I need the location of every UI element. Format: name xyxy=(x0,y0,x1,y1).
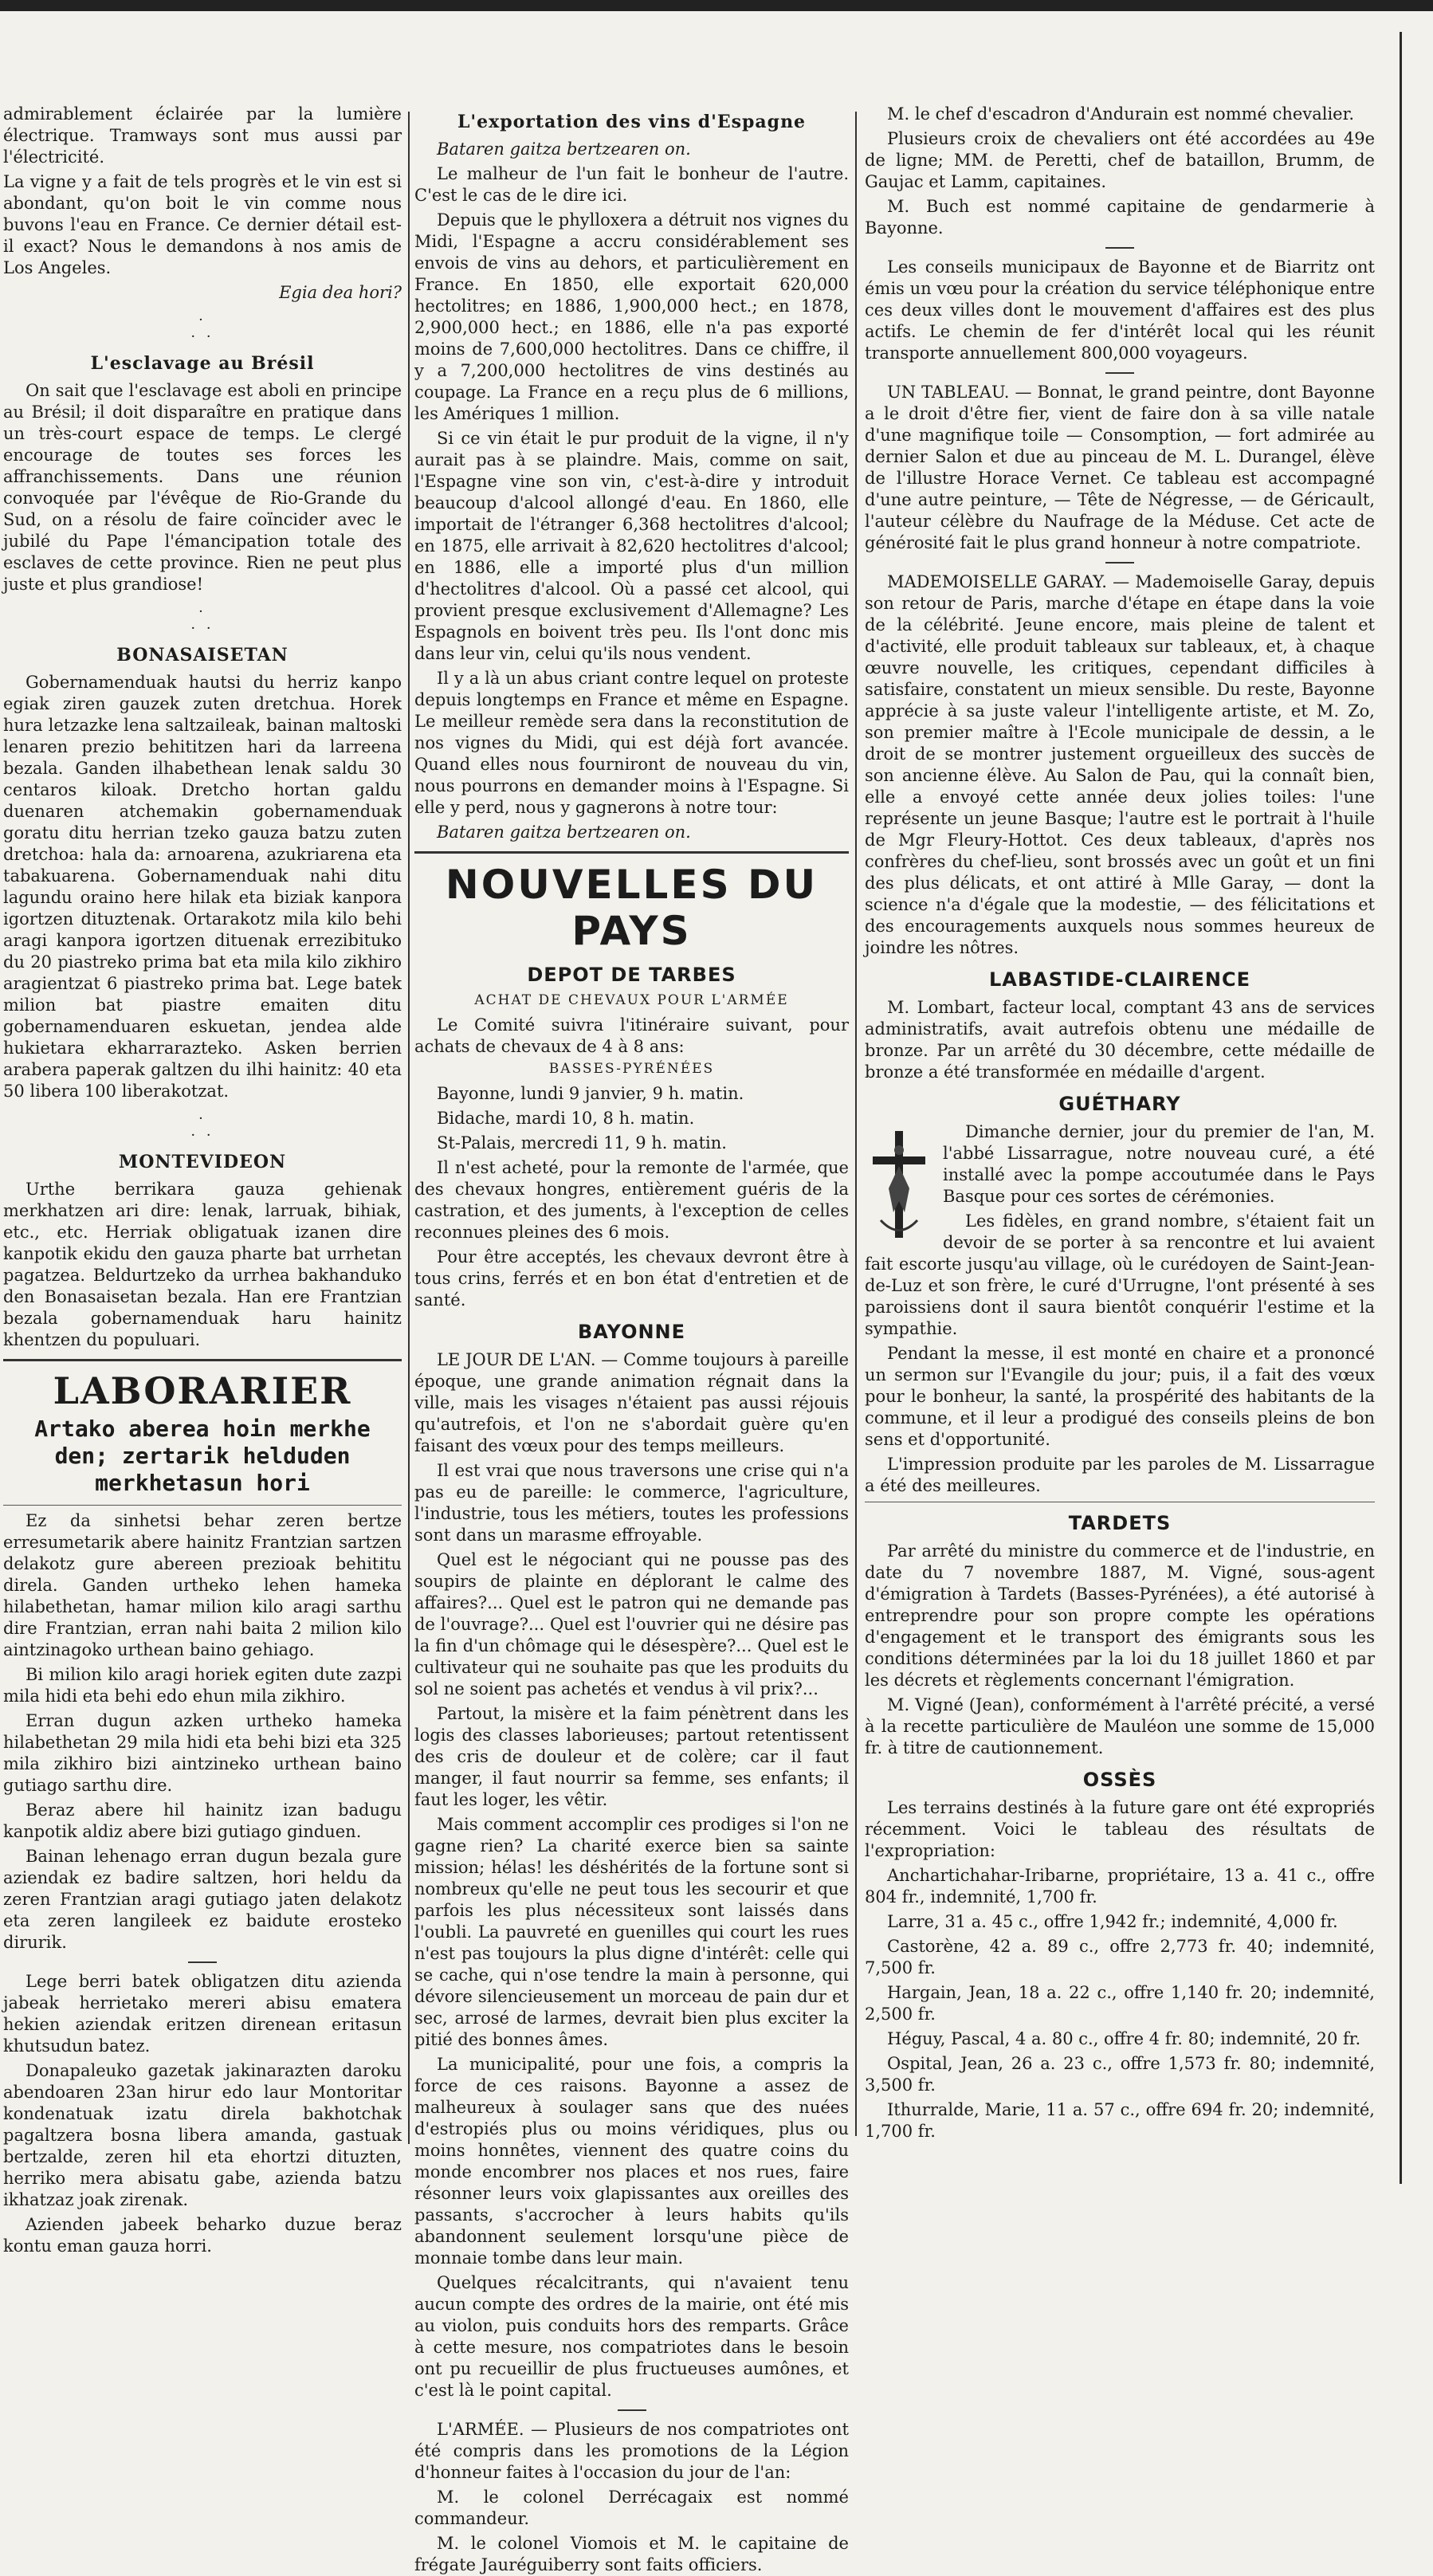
article-text: Bainan lehenago erran dugun bezala gure aziendak ez badire saltzen, hori heldu da zeren Frantzian aragi gutiago jaten delakotz eta zeren langileek ez baidute erosteko dirurik. xyxy=(3,1847,402,1952)
list-item: Larre, 31 a. 45 c., offre 1,942 fr.; indemnité, 4,000 fr. xyxy=(887,1912,1338,1931)
section-subtitle: ACHAT DE CHEVAUX POUR L'ARMÉE xyxy=(474,992,789,1008)
article-lead-text: — Mademoiselle Garay, depuis son retour de Paris, marche d'étape en étape dans la voie de la célébrité. Jeune encore, mais pleine de talent et d'activité, elle produit tableaux sur tableaux, et, à chaque œuvre nouvelle, les critiques, cependant difficiles à satisfaire, constatent un mieux sensible. Du reste, Bayonne apprécie à sa juste valeur l'intelligente artiste, et M. Zo, son premier maître à l'Ecole municipale de dessin, a le droit de se montrer justement orgueilleux des succès de son ancienne élève. Au Salon de Pau, qui la connaît bien, elle a envoyé cette année deux jolies toiles: l'une représente un jeune Basque; l'autre est le portrait à l'huile de Mgr Fleury-Hottot. Ces deux tableaux, d'après nos confrères du chef-lieu, sont brossés avec un goût et un fini des plus délicats, et ont attiré à Mlle Garay, — dont la science n'a d'égale que la modestie, — des félicitations et des encouragements auxquels nous sommes heureux de joindre les nôtres. xyxy=(865,572,1375,957)
article-text: Les terrains destinés à la future gare ont été expropriés récemment. Voici le tableau des résultats de l'expropriation: xyxy=(865,1798,1375,1860)
list-item: Anchartichahar-Iribarne, propriétaire, 13 a. 41 c., offre 804 fr., indemnité, 1,700 fr. xyxy=(865,1866,1375,1906)
article-motto: Bataren gaitza bertzearen on. xyxy=(437,823,691,842)
article-text: Les fidèles, en grand nombre, s'étaient fait un devoir de se porter à sa rencontre et lui avaient fait escorte jusqu'au village, où le curédoyen de Saint-Jean-de-Luz et son frère, le curé d'Urrugne, l'ont présenté à ses paroissiens dont il saura bientôt conquérir l'estime et la sympathie. xyxy=(865,1211,1375,1338)
top-border xyxy=(0,0,1433,11)
separator-dash xyxy=(1105,562,1134,564)
article-text: Donapaleuko gazetak jakinarazten daroku abendoaren 23an hirur edo laur Montoritar kondenatuak izatu direla bakhotchak pagaltzera bosna libera amanda, gastuak bertzalde, zeren hil eta ehortzi dituzten, herriko mera abisatu gabe, azienda batzu ikhatzaz joak zirenak. xyxy=(3,2061,402,2209)
article-text: Quelques récalcitrants, qui n'avaient tenu aucun compte des ordres de la mairie, ont été mis au violon, puis conduits hors des remparts. Grâce à cette mesure, nos compatriotes dans le besoin ont pu recueillir de plus fructueuses aumônes, et c'est là le point capital. xyxy=(414,2273,849,2400)
article-text: La municipalité, pour une fois, a compris la force de ces raisons. Bayonne a assez de malheureux à soulager sans que des nuées d'estropiés plus ou moins véridiques, plus ou moins honnêtes, viennent des quatre coins du monde encombrer nos places et nos rues, faire résonner leurs voix glapissantes aux oreilles des passants, s'accrocher à leurs habits qu'ils abandonnent seulement lorsqu'une pièce de monnaie tombe dans leur main. xyxy=(414,2055,849,2268)
article-lead: LE JOUR DE L'AN. xyxy=(437,1350,596,1369)
column-rule-1 xyxy=(408,112,410,2144)
article-text: Ez da sinhetsi behar zeren bertze erresumetarik abere hainitz Frantzian sartzen delakotz gure abereen prezioak behititu direla. Ganden urtheko lehen hameka hilabethetan, hamar milion kilo aragi sarthu dire Frantzian, erran nahi baita 2 milion kilo aintzinagoko urthean baino gehiago. xyxy=(3,1511,402,1659)
article-lead: UN TABLEAU. xyxy=(887,383,1010,402)
article-text: Partout, la misère et la faim pénètrent dans les logis des classes laborieuses; partout retentissent des cris de douleur et de colère; car il faut manger, il faut nourrir sa femme, ses enfants; il faut les loger, les vêtir. xyxy=(414,1704,849,1809)
cross-icon xyxy=(865,1125,933,1244)
article-text xyxy=(414,1349,849,1457)
article-text: Pour être acceptés, les chevaux devront être à tous crins, ferrés et en bon état d'entretien et de santé. xyxy=(414,1247,849,1310)
article-lead-text: — Plusieurs de nos compatriotes ont été compris dans les promotions de la Légion d'honneur faites à l'occasion du jour de l'an: xyxy=(414,2420,849,2482)
article-text: Plusieurs croix de chevaliers ont été accordées au 49e de ligne; MM. de Peretti, chef de bataillon, Brumm, de Gaujac et Lamm, capitaines. xyxy=(865,129,1375,191)
list-item: Héguy, Pascal, 4 a. 80 c., offre 4 fr. 80; indemnité, 20 fr. xyxy=(887,2029,1361,2048)
article-text xyxy=(865,382,1375,554)
intro-paragraph: admirablement éclairée par la lumière électrique. Tramways sont mus aussi par l'électricité. xyxy=(3,104,402,167)
section-rule xyxy=(3,1505,402,1506)
list-item: Ospital, Jean, 26 a. 23 c., offre 1,573 fr. 80; indemnité, 3,500 fr. xyxy=(865,2054,1375,2095)
article-text xyxy=(414,2419,849,2484)
section-rule xyxy=(414,851,849,854)
article-text: Bi milion kilo aragi horiek egiten dute zazpi mila hidi eta behi edo ehun mila zikhiro. xyxy=(3,1665,402,1706)
itinerary-line: St-Palais, mercredi 11, 9 h. matin. xyxy=(437,1133,727,1153)
article-text: M. le colonel Viomois et M. le capitaine de frégate Jauréguiberry sont faits officiers. xyxy=(414,2534,849,2574)
section-title: TARDETS xyxy=(1068,1512,1172,1534)
list-item: Hargain, Jean, 18 a. 22 c., offre 1,140 fr. 20; indemnité, 2,500 fr. xyxy=(865,1983,1375,2024)
section-title: OSSÈS xyxy=(1082,1769,1157,1791)
section-rule xyxy=(3,1359,402,1361)
section-title: BONASAISETAN xyxy=(116,645,289,666)
separator-dots: · · · xyxy=(190,312,214,345)
itinerary-line: Bidache, mardi 10, 8 h. matin. xyxy=(437,1109,695,1128)
intro-paragraph: La vigne y a fait de tels progrès et le vin est si abondant, qu'on boit le vin comme nous buvons l'eau en France. Ce dernier détail est-il exact? Nous le demandons à nos amis de Los Angeles. xyxy=(3,172,402,277)
article-text: Urthe berrikara gauza gehienak merkhatzen ari dire: lenak, larruak, bihiak, etc., etc. Herriak obligatuak izanen dire kanpotik ekidu den gauza pharte bat urrhetan pagatzea. Beldurtzeko da urrhea bakhanduko den Bonasaisetan bezala. Han ere Frantzian bezala gobernamenduak haru hainitz khentzen du populuari. xyxy=(3,1180,402,1349)
separator-dash xyxy=(618,2409,646,2411)
separator-dots: · · · xyxy=(190,603,214,637)
article-text: Depuis que le phylloxera a détruit nos vignes du Midi, l'Espagne a accru considérablement ses envois de vins au dehors, et particulièrement en France. En 1850, elle exportait 620,000 hectolitres; en 1886, 1,900,000 hect.; en 1878, 2,900,000 hect.; en 1886, elle n'a pas exporté moins de 7,600,000 hectolitres. Dans ce chiffre, il y a 7,200,000 hectolitres de vins destinés au coupage. La France en a reçu plus de 6 millions, les Amériques 1 million. xyxy=(414,210,849,423)
article-text: Pendant la messe, il est monté en chaire et a prononcé un sermon sur l'Evangile du jour; puis, il a fait des vœux pour le bonheur, la santé, la prospérité des habitants de la commune, et il leur a prodigué des conseils pleins de bon sens et d'opportunité. xyxy=(865,1344,1375,1449)
section-title: L'exportation des vins d'Espagne xyxy=(457,112,807,132)
article-text: Le malheur de l'un fait le bonheur de l'autre. C'est le cas de le dire ici. xyxy=(414,164,849,205)
article-motto: Bataren gaitza bertzearen on. xyxy=(437,139,691,159)
section-title: L'esclavage au Brésil xyxy=(90,353,315,374)
section-title: BAYONNE xyxy=(577,1321,686,1343)
article-text: Il n'est acheté, pour la remonte de l'armée, que des chevaux hongres, entièrement guéris de la castration, et des juments, à l'exception de celles reconnues pleines des 6 mois. xyxy=(414,1158,849,1242)
section-title: LABASTIDE-CLAIRENCE xyxy=(989,968,1250,991)
column-3 xyxy=(865,104,1375,2176)
article-text: Beraz abere hil hainitz izan badugu kanpotik aldiz abere bizi gutiago ginduen. xyxy=(3,1800,402,1841)
separator-dash xyxy=(188,1961,217,1963)
column-2 xyxy=(414,104,849,2574)
column-rule-2 xyxy=(855,112,857,2136)
separator-dash xyxy=(1105,372,1134,374)
article-text: M. le chef d'escadron d'Andurain est nommé chevalier. xyxy=(887,104,1354,124)
laborarier-subtitle: Artako aberea hoin merkhe den; zertarik helduden merkhetasun hori xyxy=(34,1416,371,1496)
section-title: DEPOT DE TARBES xyxy=(527,964,736,986)
article-text: Mais comment accomplir ces prodiges si l'on ne gagne rien? La charité exerce bien sa sainte mission; hélas! les déshérités de la fortune sont si nombreux qu'elle ne peut tous les secourir et que parfois les plus nécessiteux sont laissés dans l'oubli. La pauvreté en guenilles qui court les rues n'est pas toujours la plus digne d'intérêt: celle qui se cache, qui n'ose tendre la main à personne, qui dévore silencieusement un morceau de pain dur et sec, arrosé de larmes, devrait bien plus exciter la pitié des bonnes âmes. xyxy=(414,1815,849,2049)
column-1 xyxy=(3,104,402,2256)
article-text: Il y a là un abus criant contre lequel on proteste depuis longtemps en France et même en Espagne. Le meilleur remède sera dans la reconstitution de nos vignes du Midi, qui est déjà fort avancée. Quand elles nous fourniront de nouveau du vin, nous pourrons en demander moins à l'Espagne. Si elle y perd, nous y gagnerons à notre tour: xyxy=(414,669,849,817)
separator-dots: · · · xyxy=(190,1110,214,1144)
article-text xyxy=(865,571,1375,959)
article-text: M. le colonel Derrécagaix est nommé commandeur. xyxy=(414,2488,849,2528)
article-text: Quel est le négociant qui ne pousse pas des soupirs de plainte en déplorant le calme des affaires?... Quel est le patron qui ne demande pas de l'ouvrage?... Quel est l'ouvrier qui ne désire pas la fin d'un chômage qui le désespère?... Quel est le cultivateur qui ne souhaite pas que les produits du sol ne soient pas achetés et vendus à vil prix?... xyxy=(414,1550,849,1698)
article-lead: L'ARMÉE. xyxy=(437,2420,524,2439)
article-text: M. Vigné (Jean), conformément à l'arrêté précité, a versé à la recette particulière de Mauléon une somme de 15,000 fr. à titre de cautionnement. xyxy=(865,1695,1375,1757)
article-text: Si ce vin était le pur produit de la vigne, il n'y aurait pas à se plaindre. Mais, comme on sait, l'Espagne vine son vin, c'est-à-dire y introduit beaucoup d'alcool allongé d'eau. En 1860, elle importait de l'étranger 6,368 hectolitres d'alcool; en 1875, elle arrivait à 82,620 hectolitres d'alcool; en 1886, elle a importé plus d'un million d'hectolitres d'alcool. Où a passé cet alcool, qui provient presque exclusivement d'Allemagne? Les Espagnols en boivent très peu. Ils l'ont donc mis dans leur vin, celui qu'ils nous vendent. xyxy=(414,429,849,663)
article-lead-text: — Bonnat, le grand peintre, dont Bayonne a le droit d'être fier, vient de faire don à sa ville natale d'une magnifique toile — Consomption, — fort admirée au dernier Salon et due au pinceau de M. L. Durangel, élève de l'illustre Horace Vernet. Ce tableau est accompagné d'une autre peinture, — Tête de Négresse, — de Géricault, l'auteur célèbre du Naufrage de la Méduse. Cet acte de générosité fait le plus grand honneur à notre compatriote. xyxy=(865,383,1375,552)
article-text: M. Buch est nommé capitaine de gendarmerie à Bayonne. xyxy=(865,197,1375,238)
article-lead: MADEMOISELLE GARAY. xyxy=(887,572,1107,591)
article-text: Les conseils municipaux de Bayonne et de Biarritz ont émis un vœu pour la création du service téléphonique entre ces deux villes dont le mouvement d'affaires est des plus actifs. Le chemin de fer d'intérêt local qui les réunit transporte annuellement 800,000 voyageurs. xyxy=(865,257,1375,363)
itinerary-line: Bayonne, lundi 9 janvier, 9 h. matin. xyxy=(437,1084,744,1103)
laborarier-title: LABORARIER xyxy=(53,1369,352,1412)
article-text: L'impression produite par les paroles de M. Lissarrague a été des meilleures. xyxy=(865,1455,1375,1495)
article-text: Lege berri batek obligatzen ditu azienda jabeak herrietako mereri abisu ematera hekien aziendak eritzen direnean eritasun khutsudun batez. xyxy=(3,1972,402,2056)
list-item: Castorène, 42 a. 89 c., offre 2,773 fr. 40; indemnité, 7,500 fr. xyxy=(865,1937,1375,1977)
article-text: On sait que l'esclavage est aboli en principe au Brésil; il doit disparaître en pratique dans un très-court espace de temps. Le clergé encourage de toutes ses forces les affranchissements. Dans une réunion convoquée par l'évêque de Rio-Grande du Sud, on a résolu de faire coïncider avec le jubilé du Pape l'émancipation totale des esclaves de cette province. Rien ne peut plus juste et plus grandiose! xyxy=(3,381,402,594)
region-label: BASSES-PYRÉNÉES xyxy=(548,1061,715,1077)
list-item: Ithurralde, Marie, 11 a. 57 c., offre 694 fr. 20; indemnité, 1,700 fr. xyxy=(865,2100,1375,2141)
nouvelles-title: NOUVELLES DU PAYS xyxy=(445,862,819,954)
separator-dash xyxy=(1105,247,1134,249)
article-text: Il est vrai que nous traversons une crise qui n'a pas eu de pareille: le commerce, l'agriculture, l'industrie, tous les métiers, toutes les professions sont dans un marasme effroyable. xyxy=(414,1461,849,1545)
page-edge-rule xyxy=(1400,32,1402,2184)
article-text: M. Lombart, facteur local, comptant 43 ans de services administratifs, avait autrefois obtenu une médaille de bronze. Par un arrêté du 30 décembre, cette médaille de bronze a été transformée en médaille d'argent. xyxy=(865,998,1375,1082)
section-title: GUÉTHARY xyxy=(1058,1093,1181,1115)
article-text: Par arrêté du ministre du commerce et de l'industrie, en date du 7 novembre 1887, M. Vigné, sous-agent d'émigration à Tardets (Basses-Pyrénées), a été autorisé à entreprendre pour son propre compte les opérations d'engagement et le transport des émigrants sous les conditions déterminées par la loi du 18 juillet 1860 et par les décrets et règlements concernant l'émigration. xyxy=(865,1541,1375,1690)
article-text: Gobernamenduak hautsi du herriz kanpo egiak ziren gauzek zuten dretchua. Horek hura letzazke lena saltzaileak, bainan maltoski lenaren prezio behititzen hari da larreena bezala. Ganden ilhabethean lenak saldu 30 centaros kiloak. Dretcho hortan galdu duenaren atchemakin gobernamenduak goratu ditu herrian tzeko gauza batzu zuten dretchoa: hala da: arnoarena, azukriarena eta tabakuarena. Gobernamenduak nahi ditu lagundu oraino here hilak eta biziak kanpora igortzen dituztenak. Ortarakotz mila kilo behi aragi kanpora igortzen dituenak errezibituko du 20 piastreko prima bat eta mila kilo zikhiro aragientzat 6 piastreko prima bat. Lege batek milion bat piastre emaiten ditu gobernamenduaren eskuetan, jendea alde hukietara ekharrarazteko. Asken berrien arabera paperak galtzen du ilhi hainitz: 40 eta 50 libera 100 liberakotzat. xyxy=(3,673,402,1101)
article-text: Azienden jabeek beharko duzue beraz kontu eman gauza horri. xyxy=(3,2215,402,2256)
intro-motto: Egia dea hori? xyxy=(279,283,402,302)
article-text: Erran dugun azken urtheko hameka hilabethetan 29 mila hidi eta behi bizi eta 325 mila zikhiro bizi aintzineko urthean baino gutiago sarthu dire. xyxy=(3,1711,402,1795)
article-text: Dimanche dernier, jour du premier de l'an, M. l'abbé Lissarrague, notre nouveau curé, a été installé avec la pompe accoutumée dans le Pays Basque pour ces sortes de cérémonies. xyxy=(943,1122,1375,1206)
article-text: Le Comité suivra l'itinéraire suivant, pour achats de chevaux de 4 à 8 ans: xyxy=(414,1015,849,1056)
article-lead-text: — Comme toujours à pareille époque, une grande animation régnait dans la ville, mais les visages n'étaient pas aussi réjouis qu'autrefois, et l'on ne s'abordait guère qu'en faisant des vœux pour des temps meilleurs. xyxy=(414,1350,849,1455)
section-title: MONTEVIDEON xyxy=(118,1152,287,1172)
